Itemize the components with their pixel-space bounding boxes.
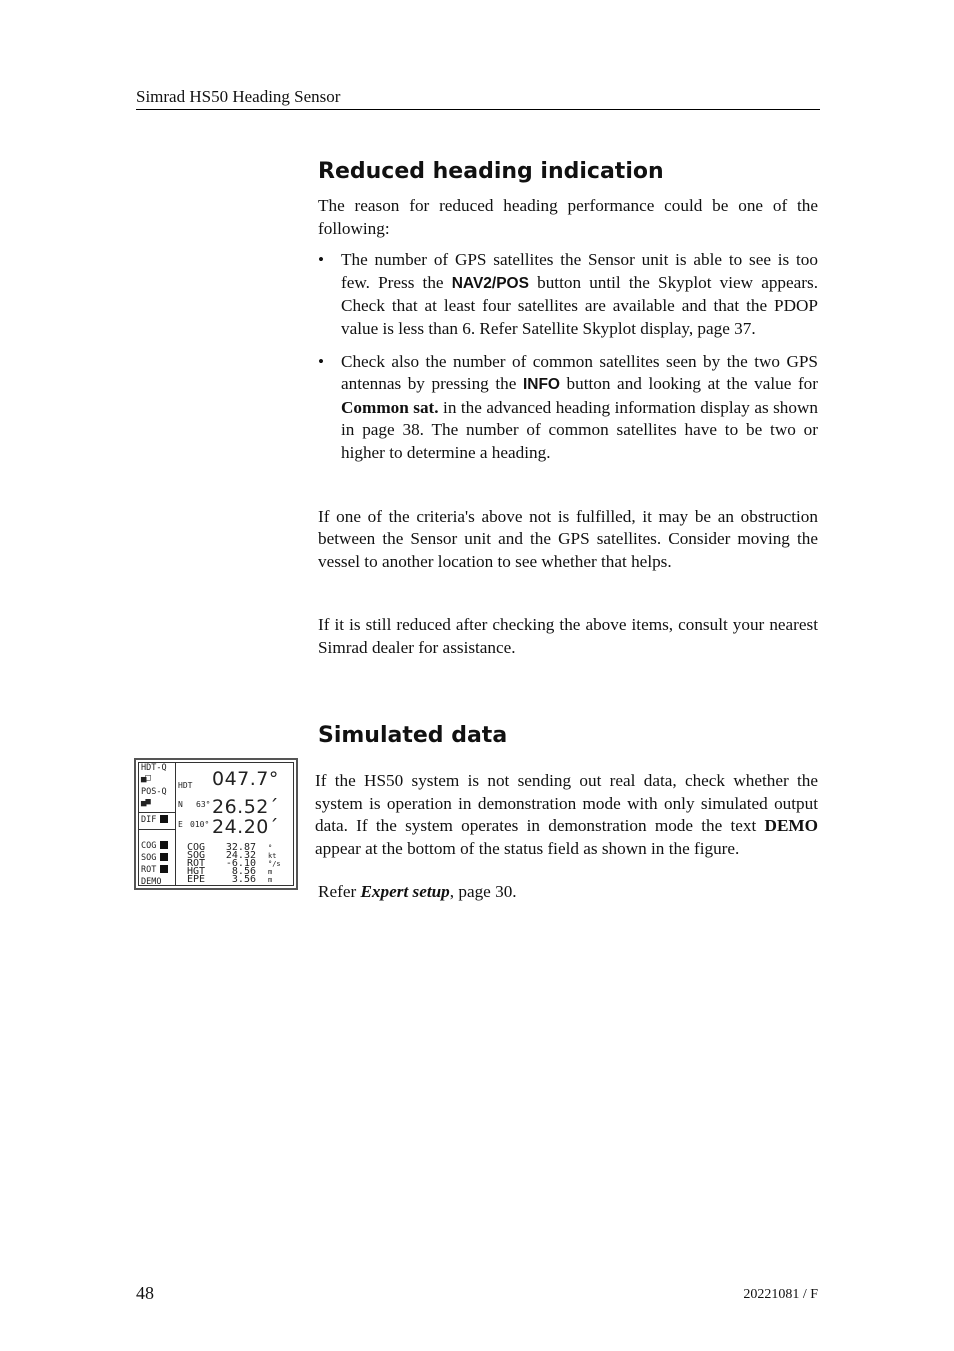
demo-paragraph: If the HS50 system is not sending out real data, check whether the system is operation in demonstration mode with only simulated output data. If the system operates in demonstration mode the text DEMO appear at the bottom of the status field as shown in the figure. — [315, 771, 818, 858]
lcd-screen — [138, 762, 294, 886]
status-divider — [139, 812, 175, 813]
bullet-list — [318, 249, 818, 464]
status-field — [139, 763, 176, 885]
common-sat-term: Common sat. — [341, 397, 439, 417]
hdt-value: 047.7° — [212, 768, 279, 790]
filled-box-icon — [160, 865, 168, 873]
info-key: INFO — [522, 376, 560, 394]
pos-q-indicator-icon: ▄■ — [141, 797, 150, 807]
e-minutes: 24.20´ — [212, 816, 279, 838]
nav2-pos-key: NAV2/POS — [451, 274, 529, 292]
criteria-paragraph: If one of the criteria's above not is fulfilled, it may be an obstruction between the Sensor unit and the GPS satellites. Consider moving the vessel to another location to see whether that helps. — [318, 506, 818, 571]
cog-indicator: COG — [141, 841, 168, 852]
sog-indicator: SOG — [141, 853, 168, 864]
data-units: ° kt °/s m m — [268, 844, 281, 884]
n-label: N — [178, 800, 183, 809]
list-item: • Check also the number of common satellites seen by the two GPS antennas by pressing the INFO button and looking at the value for Common sat. in the advanced heading information display as shown in page 38. The number of common satellites have to be two or higher to determine a heading. — [318, 351, 818, 462]
rot-indicator: ROT — [141, 865, 168, 876]
filled-box-icon — [160, 815, 168, 823]
filled-box-icon — [160, 853, 168, 861]
data-labels: COG SOG ROT HGT EPE — [187, 842, 206, 885]
running-header: Simrad HS50 Heading Sensor — [136, 87, 820, 110]
pos-q-label: POS-Q — [141, 787, 167, 797]
hdt-label: HDT — [178, 781, 193, 790]
status-divider — [139, 829, 175, 830]
intro-paragraph: The reason for reduced heading performance could be one of the following: — [318, 196, 818, 238]
lcd-display-figure — [134, 758, 298, 890]
section-title: Reduced heading indication — [318, 159, 664, 184]
hdt-q-indicator-icon: ▄□ — [141, 773, 150, 783]
n-degrees: 63° — [196, 800, 211, 809]
simulated-data-text — [315, 770, 818, 904]
bullet-icon: • — [318, 351, 325, 371]
refer-paragraph: Refer Expert setup, page 30. — [318, 882, 517, 902]
section-simulated-data — [318, 723, 818, 748]
e-degrees: 010° — [190, 820, 210, 829]
main-field — [176, 763, 293, 885]
list-item: • The number of GPS satellites the Sensor unit is able to see is too few. Press the NAV2/POS button until the Skyplot view appears. Check that at least four satellites are available and that the PDOP value is less than 6. Refer Satellite Skyplot display, page 37. — [318, 250, 818, 338]
dealer-paragraph: If it is still reduced after checking the above items, consult your nearest Simrad dealer for assistance. — [318, 615, 818, 657]
e-label: E — [178, 820, 183, 829]
hdt-q-label: HDT-Q — [141, 763, 167, 773]
bullet-icon: • — [318, 250, 325, 270]
data-values: 32.87 24.32 -6.10 8.56 3.56 — [225, 842, 256, 885]
n-minutes: 26.52´ — [212, 796, 279, 818]
demo-indicator: DEMO — [141, 877, 162, 887]
section-reduced-heading — [318, 159, 818, 660]
filled-box-icon — [160, 841, 168, 849]
demo-term: DEMO — [764, 816, 818, 836]
dif-indicator: DIF — [141, 815, 168, 826]
section-title: Simulated data — [318, 723, 508, 748]
page-number: 48 — [136, 1283, 154, 1303]
document-id: 20221081 / F — [743, 1287, 818, 1302]
expert-setup-ref: Expert setup — [360, 882, 450, 902]
